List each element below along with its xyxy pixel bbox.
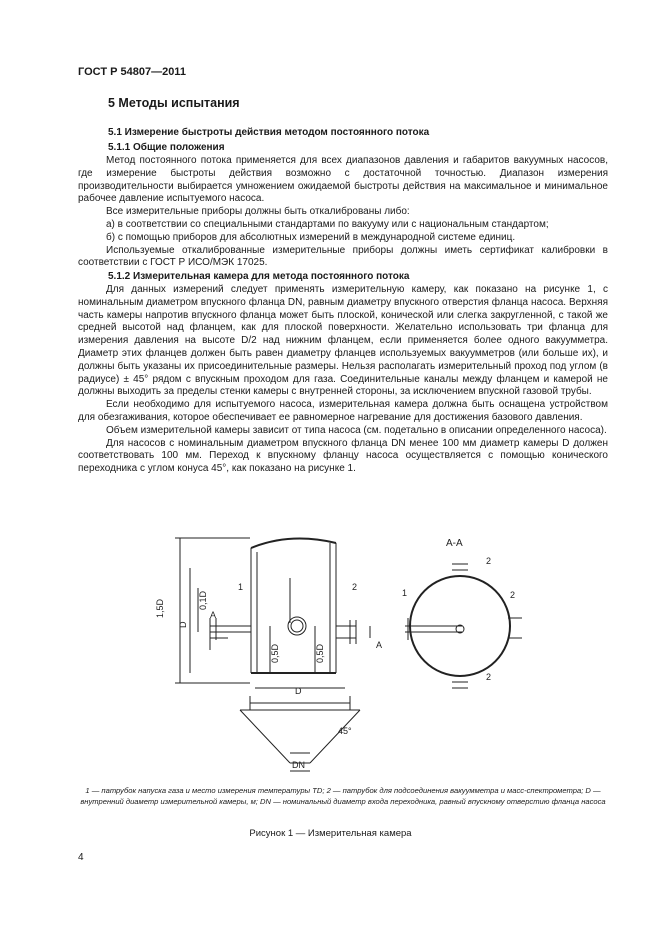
dim-05D-left: 0,5D [270, 643, 280, 663]
section-title: 5 Методы испытания [108, 96, 240, 110]
dim-D-horizontal: D [295, 686, 302, 696]
list-item: а) в соответствии со специальными стандартами по вакууму или с национальным стандартом; [106, 218, 549, 230]
figure-caption: 1 — патрубок напуска газа и место измерения температуры TD; 2 — патрубок для подсоединения вакуумметра и масс-спектрометра; D — внутренний диаметр измерительной камеры, м; DN — номинальный диаметр входа переходника, равный впускному отверстию фланца насоса [80, 786, 606, 806]
label-2-bottom: 2 [486, 672, 492, 682]
paragraph: Для данных измерений следует применять измерительную камеру, как показано на рисунке 1, с номинальным диаметром впускного фланца DN, равным диаметру впускного отверстия фланца насоса. Верхняя часть камеры напротив впускного фланца может быть плоской, конической или слегка закругленной, с такой же средней высотой над фланцем, как для плоской поверхности. Желательно использовать три фланца для измерения давления на высоте D/2 над нижним фланцем, если применяется более одного вакуумметра. Диаметр этих фланцев должен быть равен диаметру фланцев используемых вакуумметров (или больше их), и должны быть указаны их присоединительные размеры. Нельзя располагать измерительный проход под углом (в радиусе) ± 45° рядом с впускным проходом для газа. Соединительные каналы между фланцем и камерой не должны выходить за пределы стенки камеры с внутренней стороны, за исключением впускной газовой трубы. [78, 284, 608, 398]
subsection-title: 5.1 Измерение быстроты действия методом постоянного потока [108, 127, 430, 138]
subsubsection-title-512: 5.1.2 Измерительная камера для метода постоянного потока [108, 271, 410, 282]
dim-01D: 0,1D [198, 590, 208, 610]
label-2-right: 2 [510, 590, 516, 600]
body-block-1 [78, 155, 608, 270]
dim-DN: DN [292, 760, 305, 770]
dim-15D: 1,5D [155, 598, 165, 618]
paragraph: Для насосов с номинальным диаметром впускного фланца DN менее 100 мм диаметр камеры D должен соответствовать 100 мм. Переход к впускному фланцу насоса осуществляется с помощью конического переходника с углом конуса 45°, как показано на рисунке 1. [78, 437, 608, 475]
label-A-left: A [210, 610, 217, 620]
dim-05D-right: 0,5D [315, 643, 325, 663]
document-header: ГОСТ Р 54807—2011 [78, 66, 186, 78]
body-block-2 [78, 284, 608, 476]
paragraph: Используемые откалиброванные измерительные приборы должны иметь сертификат калибровки в соответствии с ГОСТ Р ИСО/МЭК 17025. [78, 244, 608, 269]
figure-measuring-chamber [150, 528, 550, 778]
paragraph: Объем измерительной камеры зависит от типа насоса (см. подетально в описании определенного насоса). [106, 424, 607, 436]
label-2-top: 2 [486, 556, 492, 566]
label-1: 1 [238, 582, 244, 592]
dim-45: 45° [338, 726, 352, 736]
page-number: 4 [78, 852, 84, 863]
dim-D-vertical: D [178, 621, 188, 628]
label-A-right: A [376, 640, 383, 650]
list-item: б) с помощью приборов для абсолютных измерений в международной системе единиц. [106, 231, 516, 243]
subsubsection-title-511: 5.1.1 Общие положения [108, 142, 225, 153]
paragraph: Если необходимо для испытуемого насоса, измерительная камера должна быть оснащена устройством для обезгаживания, которое обеспечивает ее равномерное нагревание для достижения базового давления. [78, 399, 608, 423]
paragraph: Все измерительные приборы должны быть откалиброваны либо: [106, 206, 410, 218]
paragraph: Метод постоянного потока применяется для всех диапазонов давления и габаритов вакуумных насосов, где измерение быстроты действия возможно с достаточной точностью. Диапазон измерения производительности выбирается умножением ожидаемой быстроты действия на максимальное и минимальное рабочее давление испытуемого насоса. [78, 155, 608, 205]
section-label: A-A [446, 538, 463, 549]
label-1-section: 1 [402, 588, 408, 598]
label-2: 2 [352, 582, 358, 592]
figure-title: Рисунок 1 — Измерительная камера [249, 828, 412, 839]
